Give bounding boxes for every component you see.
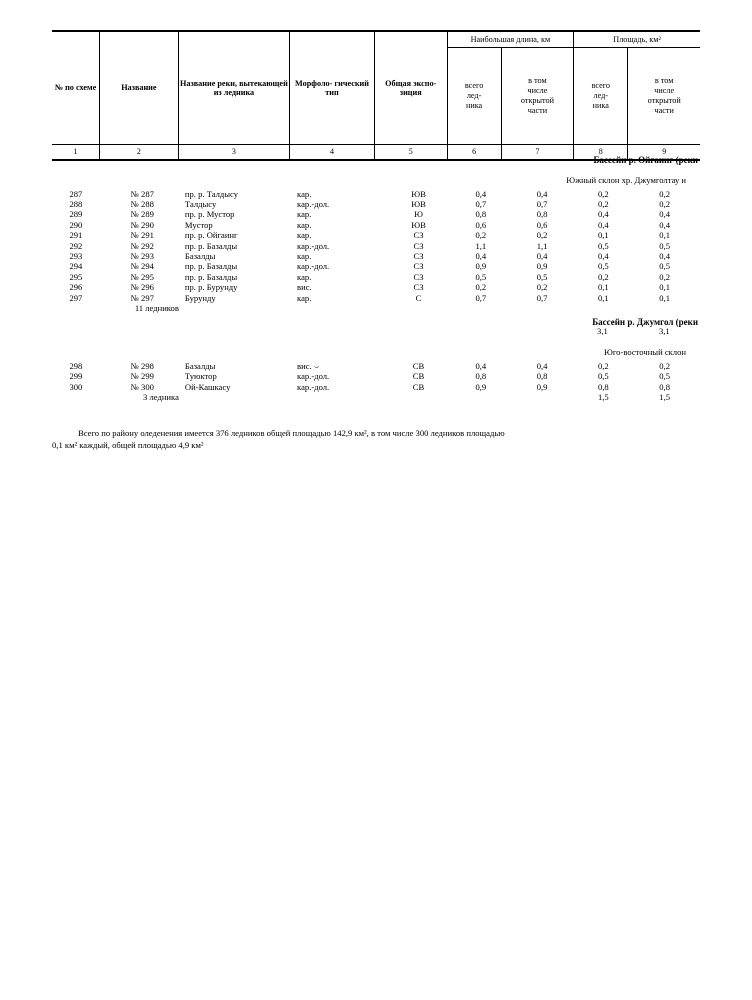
cell-empty <box>453 327 505 337</box>
cell-area-total: 0,2 <box>597 360 609 371</box>
cell-length-open: 0,7 <box>536 292 548 303</box>
cell-river: пр. р. Базалды <box>184 271 238 282</box>
cell-area-total: 0,1 <box>597 292 609 303</box>
cell-number: 297 <box>69 292 83 303</box>
cell-number: 291 <box>69 230 83 241</box>
cell-river: пр. р. Мустор <box>184 209 235 220</box>
cell-number: 295 <box>69 271 83 282</box>
cell-area-open: 0,2 <box>659 271 671 282</box>
cell-area-open: 0,5 <box>659 261 671 272</box>
cell-number: 296 <box>69 282 83 293</box>
cell-exposure: С <box>415 292 422 303</box>
header-cell-area-open: в том числе открытой части <box>628 48 700 145</box>
cell-name: № 287 <box>130 188 154 199</box>
header-cell-name: Название <box>100 31 179 145</box>
cell-empty <box>379 327 452 337</box>
header-group-area: Площадь, км² <box>574 31 700 48</box>
cell-empty <box>507 303 578 313</box>
cell-length-open: 0,7 <box>536 199 548 210</box>
cell-empty <box>382 392 455 402</box>
cell-length-total: 0,8 <box>475 371 487 382</box>
cell-empty <box>505 327 576 337</box>
cell-length-open: 0,2 <box>536 282 548 293</box>
cell-river: Базалды <box>184 360 216 371</box>
cell-length-total: 0,9 <box>475 261 487 272</box>
cell-number: 298 <box>69 360 83 371</box>
cell-type: кар. <box>297 271 312 282</box>
cell-river: Базалды <box>184 251 216 262</box>
header-cell-number: № по схеме <box>52 31 100 145</box>
cell-empty <box>185 392 297 402</box>
cell-name: № 299 <box>130 371 154 382</box>
cell-name: № 298 <box>130 360 154 371</box>
cell-area-total: 0,2 <box>597 188 609 199</box>
colnum-3: 3 <box>178 145 289 161</box>
cell-area-total: 0,4 <box>597 251 609 262</box>
cell-empty <box>507 392 578 402</box>
cell-length-total: 0,9 <box>475 381 487 392</box>
subtotal-row-2 <box>52 392 700 402</box>
colnum-8: 8 <box>574 145 628 161</box>
cell-area-open: 0,5 <box>659 240 671 251</box>
cell-length-total: 0,2 <box>475 230 487 241</box>
cell-empty <box>180 327 293 337</box>
cell-empty <box>293 327 379 337</box>
cell-type: кар.-дол. <box>297 381 330 392</box>
cell-length-total: 0,2 <box>475 282 487 293</box>
cell-empty <box>455 392 507 402</box>
cell-type: кар.-дол. <box>297 371 330 382</box>
table-row <box>52 241 700 251</box>
table-row <box>52 382 700 392</box>
table-row <box>52 371 700 381</box>
table-row <box>52 199 700 209</box>
cell-length-total: 0,4 <box>475 251 487 262</box>
cell-exposure: СЗ <box>413 251 424 262</box>
basin-heading-1: Бассейн р. Ойгаинг (реки <box>593 155 698 165</box>
cell-area-total: 0,4 <box>597 209 609 220</box>
cell-empty <box>52 303 100 313</box>
cell-type: кар. <box>297 219 312 230</box>
colnum-4: 4 <box>290 145 375 161</box>
cell-exposure: СЗ <box>413 282 424 293</box>
cell-subtotal-area-open: 1,5 <box>659 391 671 402</box>
cell-area-total: 0,5 <box>597 261 609 272</box>
cell-type: кар. <box>297 292 312 303</box>
cell-empty <box>577 303 629 313</box>
cell-empty <box>297 303 382 313</box>
cell-area-total: 0,5 <box>597 240 609 251</box>
cell-empty <box>297 392 382 402</box>
cell-length-total: 0,4 <box>475 360 487 371</box>
table-row <box>52 210 700 220</box>
cell-area-total: 0,5 <box>597 371 609 382</box>
data-table-section-2 <box>52 361 700 403</box>
cell-area-open: 0,2 <box>659 188 671 199</box>
cell-empty <box>52 327 100 337</box>
cell-exposure: ЮВ <box>411 219 426 230</box>
cell-subtotal-label: 11 ледников <box>134 302 179 313</box>
cell-name: № 291 <box>130 230 154 241</box>
colnum-2: 2 <box>100 145 179 161</box>
cell-type: кар. <box>297 188 312 199</box>
cell-subtotal-area-total: 3,1 <box>597 326 608 337</box>
header-group-row <box>52 31 700 48</box>
table-row <box>52 272 700 282</box>
cell-length-total: 0,7 <box>475 292 487 303</box>
cell-area-open: 0,4 <box>659 251 671 262</box>
cell-river: Мустор <box>184 219 213 230</box>
cell-river: пр. р. Талдысу <box>184 188 239 199</box>
cell-length-open: 0,4 <box>536 360 548 371</box>
cell-name: № 292 <box>130 240 154 251</box>
cell-subtotal-label: 3 ледника <box>143 391 179 402</box>
cell-river: Бурунду <box>184 292 216 303</box>
cell-exposure: ЮВ <box>411 188 426 199</box>
cell-exposure: СЗ <box>413 261 424 272</box>
data-table-section-1 <box>52 189 700 314</box>
cell-length-open: 0,2 <box>536 230 548 241</box>
cell-exposure: Ю <box>414 209 423 220</box>
cell-length-total: 0,7 <box>475 199 487 210</box>
cell-length-total: 0,6 <box>475 219 487 230</box>
cell-area-open: 0,1 <box>659 292 671 303</box>
table-row <box>52 262 700 272</box>
cell-empty <box>52 392 100 402</box>
cell-empty <box>185 303 297 313</box>
footnote-line-1: Всего по району оледенения имеется 376 ледников общей площадью 142,9 км², в том числе 300 ледников площадью <box>78 428 505 438</box>
cell-name: № 296 <box>130 282 154 293</box>
cell-exposure: СЗ <box>413 271 424 282</box>
cell-length-total: 0,8 <box>475 209 487 220</box>
cell-type: кар. <box>297 209 312 220</box>
subtotal-row-1 <box>52 303 700 313</box>
table-row <box>52 293 700 303</box>
cell-area-open: 0,1 <box>659 282 671 293</box>
cell-area-open: 0,4 <box>659 219 671 230</box>
cell-length-open: 0,8 <box>536 371 548 382</box>
cell-name: № 289 <box>130 209 154 220</box>
cell-area-open: 0,1 <box>659 230 671 241</box>
cell-area-total: 0,4 <box>597 219 609 230</box>
cell-number: 287 <box>69 188 83 199</box>
cell-area-total: 0,2 <box>597 199 609 210</box>
cell-river: пр. р. Ойгаинг <box>184 230 238 241</box>
slope-heading-1: Южный склон хр. Джумголтау и <box>566 175 686 185</box>
cell-empty <box>455 303 507 313</box>
cell-number: 289 <box>69 209 83 220</box>
cell-type: кар.-дол. <box>297 261 330 272</box>
header-cell-area-total: всего лед- ника <box>574 48 628 145</box>
cell-length-open: 0,4 <box>536 188 548 199</box>
cell-empty <box>382 303 455 313</box>
cell-area-open: 0,2 <box>659 360 671 371</box>
colnum-9: 9 <box>628 145 700 161</box>
cell-name: № 290 <box>130 219 154 230</box>
table-row <box>52 231 700 241</box>
basin-heading-2: Бассейн р. Джумгол (реки <box>592 316 698 327</box>
cell-empty <box>629 303 700 313</box>
cell-type: кар.-дол. <box>297 199 330 210</box>
cell-length-open: 0,5 <box>536 271 548 282</box>
cell-number: 300 <box>69 381 83 392</box>
cell-number: 294 <box>69 261 83 272</box>
table-row <box>52 283 700 293</box>
cell-exposure: СЗ <box>413 230 424 241</box>
cell-length-open: 0,6 <box>536 219 548 230</box>
cell-exposure: ЮВ <box>411 199 426 210</box>
cell-length-open: 0,9 <box>536 381 548 392</box>
cell-river: Ой-Кашкасу <box>184 381 231 392</box>
cell-subtotal-area-open: 3,1 <box>658 326 670 337</box>
cell-name: № 297 <box>130 292 154 303</box>
header-cell-exposure: Общая экспо- зиция <box>374 31 447 145</box>
cell-area-open: 0,8 <box>659 381 671 392</box>
cell-type: кар.-дол. <box>297 240 330 251</box>
cell-number: 293 <box>69 251 83 262</box>
table-row <box>52 189 700 199</box>
cell-length-open: 0,9 <box>536 261 548 272</box>
cell-type: вис. <box>297 282 312 293</box>
cell-river: пр. р. Базалды <box>184 261 238 272</box>
cell-number: 299 <box>69 371 83 382</box>
header-cell-length-open: в том числе открытой части <box>501 48 574 145</box>
colnum-7: 7 <box>501 145 574 161</box>
cell-area-total: 0,1 <box>597 282 609 293</box>
colnum-5: 5 <box>374 145 447 161</box>
cell-empty <box>100 327 180 337</box>
summary-footnote <box>52 428 700 451</box>
cell-area-total: 0,2 <box>597 271 609 282</box>
cell-number: 292 <box>69 240 83 251</box>
cell-length-total: 0,5 <box>475 271 487 282</box>
header-cell-river: Название реки, вытекающей из ледника <box>178 31 289 145</box>
cell-area-total: 0,1 <box>597 230 609 241</box>
cell-number: 288 <box>69 199 83 210</box>
header-cell-length-total: всего лед- ника <box>447 48 501 145</box>
slope-heading-2: Юго-восточный склон <box>604 347 686 358</box>
table-body-area <box>52 152 700 403</box>
cell-exposure: СВ <box>412 360 425 371</box>
cell-exposure: СВ <box>412 371 425 382</box>
cell-type: кар. <box>297 251 312 262</box>
cell-name: № 294 <box>130 261 154 272</box>
header-group-length: Наибольшая длина, км <box>447 31 574 48</box>
cell-river: Талдысу <box>184 199 217 210</box>
table-row <box>52 361 700 371</box>
cell-river: Туюктор <box>184 371 217 382</box>
cell-river: пр. р. Бурунду <box>184 282 238 293</box>
subtotal-carry-table <box>52 327 700 337</box>
glacier-table-header <box>52 30 700 161</box>
cell-name: № 295 <box>130 271 154 282</box>
footnote-line-2: 0,1 км² каждый, общей площадью 4,9 км² <box>52 439 204 450</box>
cell-exposure: СВ <box>412 381 425 392</box>
header-cell-morphotype: Морфоло- гический тип <box>290 31 375 145</box>
cell-number: 290 <box>69 219 83 230</box>
colnum-6: 6 <box>447 145 501 161</box>
subtotal-carry-row <box>52 327 700 337</box>
cell-type: вис. ⌣ <box>297 360 320 371</box>
cell-area-total: 0,8 <box>597 381 609 392</box>
cell-length-open: 0,8 <box>536 209 548 220</box>
cell-area-open: 0,5 <box>659 371 671 382</box>
cell-name: № 293 <box>130 251 154 262</box>
cell-area-open: 0,4 <box>659 209 671 220</box>
cell-length-open: 1,1 <box>536 240 548 251</box>
cell-river: пр. р. Базалды <box>184 240 238 251</box>
table-row <box>52 220 700 230</box>
colnum-1: 1 <box>52 145 100 161</box>
cell-length-total: 0,4 <box>475 188 487 199</box>
cell-area-open: 0,2 <box>659 199 671 210</box>
cell-type: кар. <box>297 230 312 241</box>
cell-length-open: 0,4 <box>536 251 548 262</box>
cell-subtotal-area-total: 1,5 <box>597 391 609 402</box>
cell-name: № 300 <box>130 381 154 392</box>
cell-length-total: 1,1 <box>475 240 487 251</box>
table-row <box>52 251 700 261</box>
cell-name: № 288 <box>130 199 154 210</box>
cell-exposure: СЗ <box>413 240 424 251</box>
